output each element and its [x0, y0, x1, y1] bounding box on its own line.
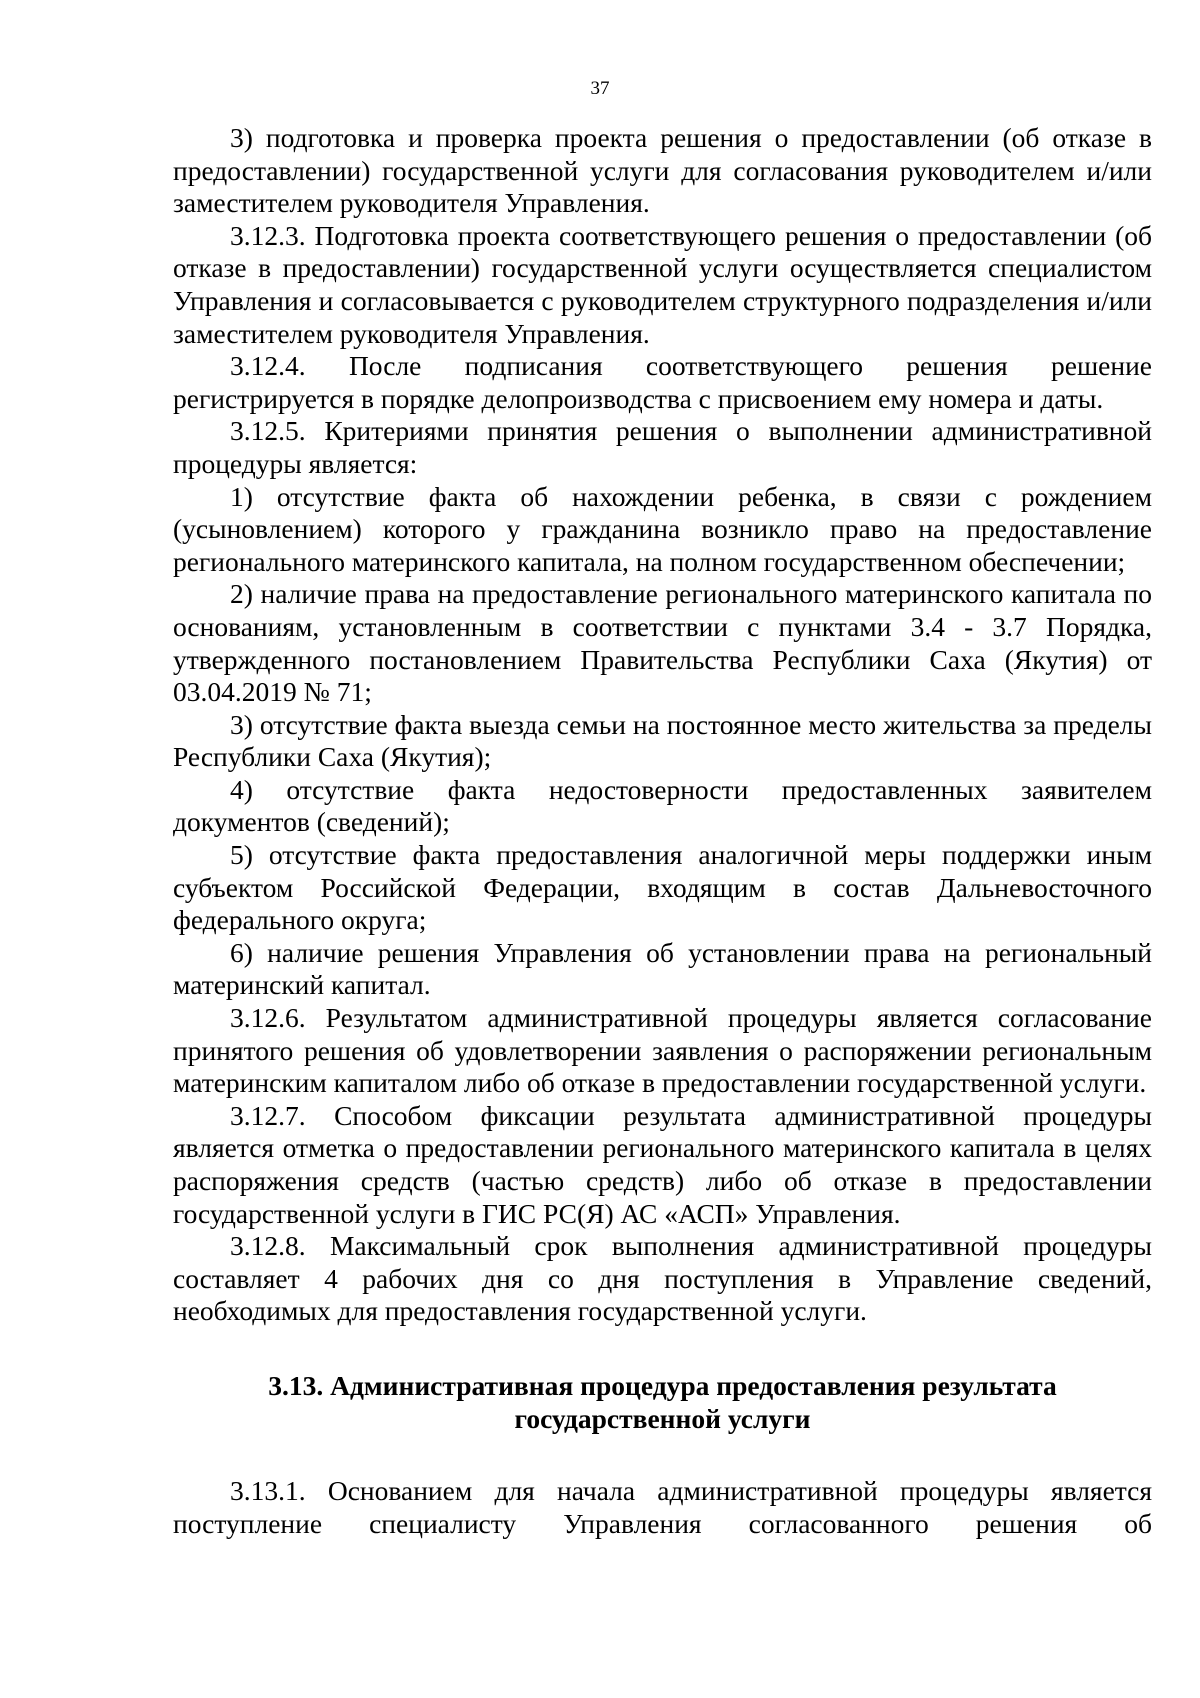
paragraph-item-3-approval-prep: 3) подготовка и проверка проекта решения о предоставлении (об отказе в предоставлении) государственной услуги для согласования руководителем и/или заместителем руководителя Управления.	[173, 122, 1152, 219]
criteria-item-5: 5) отсутствие факта предоставления аналогичной меры поддержки иным субъектом Российской Федерации, входящим в состав Дальневосточного федерального округа;	[173, 839, 1152, 936]
paragraph-3-13-1: 3.13.1. Основанием для начала административной процедуры является поступление специалисту Управления согласованного решения об	[173, 1475, 1152, 1539]
paragraph-3-12-5: 3.12.5. Критериями принятия решения о выполнении административной процедуры является:	[173, 415, 1152, 479]
section-heading-3-13	[173, 1370, 1152, 1435]
criteria-item-3: 3) отсутствие факта выезда семьи на постоянное место жительства за пределы Республики Саха (Якутия);	[173, 708, 1152, 773]
section-heading-line-1: 3.13. Административная процедура предоставления результата	[268, 1369, 1057, 1401]
criteria-item-6: 6) наличие решения Управления об установлении права на региональный материнский капитал.	[173, 936, 1152, 1001]
criteria-item-2: 2) наличие права на предоставление регионального материнского капитала по основаниям, установленным в соответствии с пунктами 3.4 - 3.7 Порядка, утвержденного постановлением Правительства Республики Саха (Якутия) от 03.04.2019 № 71;	[173, 578, 1152, 708]
document-body	[173, 122, 1152, 1540]
page-number: 37	[590, 78, 610, 99]
paragraph-3-12-7: 3.12.7. Способом фиксации результата административной процедуры является отметка о предоставлении регионального материнского капитала в целях распоряжения средств (частью средств) либо об отказе в предоставлении государственной услуги в ГИС РС(Я) АС «АСП» Управления.	[173, 1099, 1152, 1229]
paragraph-3-12-3: 3.12.3. Подготовка проекта соответствующего решения о предоставлении (об отказе в предоставлении) государственной услуги осуществляется специалистом Управления и согласовывается с руководителем структурного подразделения и/или заместителем руководителя Управления.	[173, 219, 1152, 349]
section-heading-line-2: государственной услуги	[514, 1402, 811, 1434]
criteria-item-1: 1) отсутствие факта об нахождении ребенка, в связи с рождением (усыновлением) которого у гражданина возникло право на предоставление регионального материнского капитала, на полном государственном обеспечении;	[173, 480, 1152, 577]
paragraph-3-12-4: 3.12.4. После подписания соответствующего решения решение регистрируется в порядке делопроизводства с присвоением ему номера и даты.	[173, 350, 1152, 414]
criteria-item-4: 4) отсутствие факта недостоверности предоставленных заявителем документов (сведений);	[173, 773, 1152, 838]
paragraph-3-12-8: 3.12.8. Максимальный срок выполнения административной процедуры составляет 4 рабочих дня со дня поступления в Управление сведений, необходимых для предоставления государственной услуги.	[173, 1230, 1152, 1327]
paragraph-3-12-6: 3.12.6. Результатом административной процедуры является согласование принятого решения об удовлетворении заявления о распоряжении региональным материнским капиталом либо об отказе в предоставлении государственной услуги.	[173, 1002, 1152, 1099]
